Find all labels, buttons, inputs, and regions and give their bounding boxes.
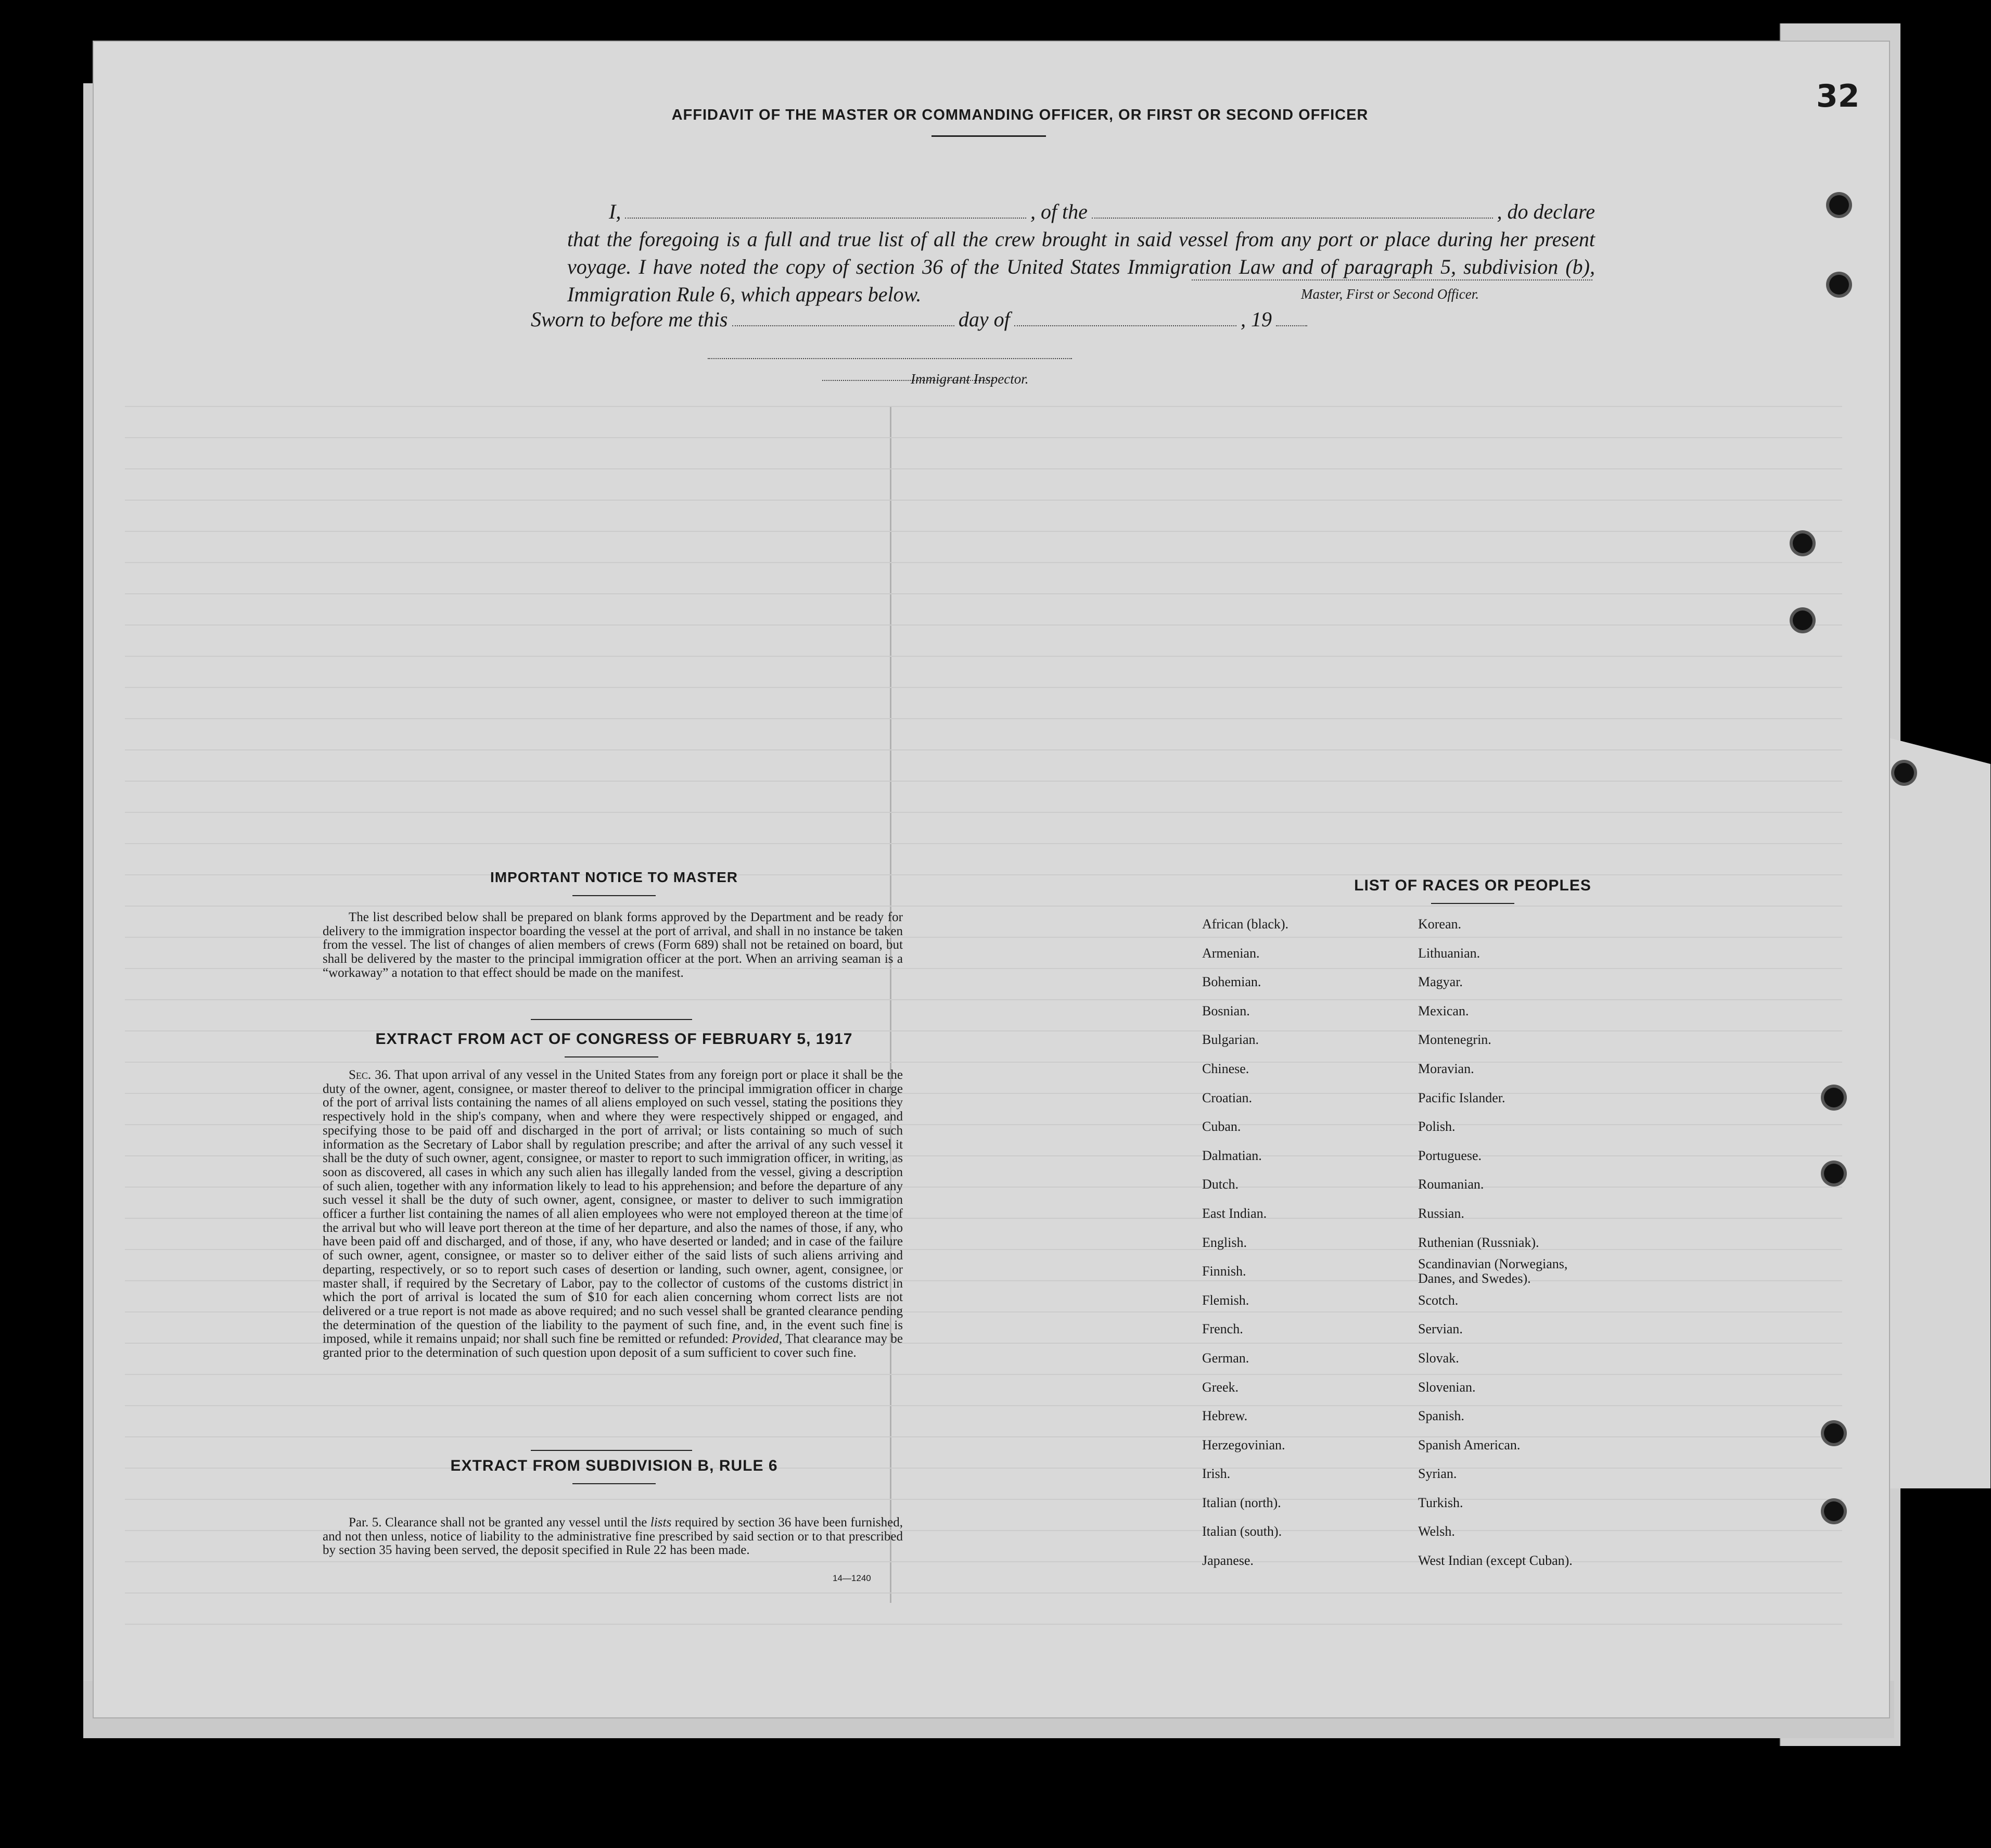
race-item: Japanese.: [1202, 1553, 1254, 1569]
bleed-through-stripe: [125, 1592, 1842, 1594]
punch-hole: [1894, 763, 1914, 783]
race-item: Magyar.: [1418, 974, 1463, 990]
race-item: German.: [1202, 1350, 1249, 1366]
punch-hole: [1829, 195, 1849, 215]
bleed-through-stripe: [125, 531, 1842, 532]
act-text-1: That upon arrival of any vessel in the United States from any foreign port or place it shall be the duty of the owner, agent, consignee, or master thereof to deliver to the principal immigration officer in charge of the port of arrival lists containing the names of all aliens employed on such vessel, stating the positions they respectively hold in the ship's company, when and where they were respectively shipped or engaged, and specifying those to be paid off and discharged in the port of arrival; or lists containing so much of such information as the Secretary of Labor shall by regulation prescribe; and after the arrival of any such vessel it shall be the duty of such owner, agent, consignee, or master to report to such immigration officer, in writing, as soon as discovered, all cases in which any such alien has illegally landed from the vessel, giving a description of such alien, together with any information likely to lead to his apprehension; and before the departure of any such vessel it shall be the duty of such owner, agent, consignee, or master to deliver to such immigration officer a further list containing the names of all alien employees who were not employed thereon at the time of the arrival but who will leave port thereon at the time of her departure, and also the names of those, if any, who have been paid off and discharged, and of those, if any, who have deserted or landed; and in case of the failure of such owner, agent, consignee, or master so to deliver either of the said lists of such aliens arriving and departing, respectively, or so to report such cases of desertion or landing, such owner, agent, consignee, or master shall, if required by the Secretary of Labor, pay to the collector of customs of the customs district in which the port of arrival is located the sum of $10 for each alien concerning whom correct lists are not delivered or a true report is not made as above required; and no such vessel shall be granted clearance pending the determination of the question of the liability to the payment of such fine, and, in the event such fine is imposed, while it remains unpaid; nor shall such fine be remitted or refunded:: [323, 1068, 903, 1346]
inspector-caption: Immigrant Inspector.: [911, 371, 1029, 387]
race-item: Bosnian.: [1202, 1003, 1250, 1018]
race-item: Syrian.: [1418, 1466, 1457, 1482]
notice-title: IMPORTANT NOTICE TO MASTER: [490, 869, 738, 885]
race-item: Lithuanian.: [1418, 945, 1481, 961]
punch-hole: [1793, 533, 1813, 553]
race-item: Herzegovinian.: [1202, 1437, 1285, 1452]
race-item: Spanish American.: [1418, 1437, 1521, 1452]
race-item: Scandinavian (Norwegians, Danes, and Swedes).: [1418, 1256, 1568, 1286]
race-item: African (black).: [1202, 916, 1289, 932]
act-body: [323, 1068, 903, 1360]
affidavit-title: AFFIDAVIT OF THE MASTER OR COMMANDING OFFICER, OR FIRST OR SECOND OFFICER: [671, 107, 1369, 123]
act-text-2: That clearance may be granted prior to the determination of such question upon deposit of a sum sufficient to cover such fine.: [323, 1332, 903, 1360]
race-item: Dalmatian.: [1202, 1148, 1262, 1163]
bleed-through-stripe: [125, 406, 1842, 407]
race-item: Montenegrin.: [1418, 1032, 1491, 1048]
rule-rule: [572, 1483, 656, 1484]
race-item: Spanish.: [1418, 1408, 1464, 1424]
sworn-line: [531, 307, 1311, 332]
notice-text: The list described below shall be prepared on blank forms approved by the Department and be ready for delivery to the immigration inspector boarding the vessel at the port of arrival, and shall in no instance be taken from the vessel. The list of changes of alien members of crews (Form 689) shall not be retained on board, but shall be delivered by the master to the principal immigration officer at the port. When an arriving seaman is a “workaway” a notation to that effect should be made on the manifest.: [323, 910, 903, 980]
rule-text-1: Par. 5. Clearance shall not be granted any vessel until the: [349, 1515, 647, 1530]
bleed-through-stripe: [125, 781, 1842, 782]
race-item: Bulgarian.: [1202, 1032, 1259, 1048]
affidavit-declaration-line: [567, 198, 1595, 225]
act-title: EXTRACT FROM ACT OF CONGRESS OF FEBRUARY 5, 1917: [375, 1030, 853, 1048]
race-item: Moravian.: [1418, 1061, 1474, 1076]
bleed-through-stripe: [125, 906, 1842, 907]
race-item: Chinese.: [1202, 1061, 1249, 1076]
act-divider: [531, 1450, 692, 1451]
sworn-label: Sworn to before me this: [531, 308, 728, 331]
bleed-through-stripe: [125, 500, 1842, 501]
race-item: Portuguese.: [1418, 1148, 1482, 1163]
punch-hole: [1793, 610, 1813, 630]
punch-hole: [1824, 1164, 1844, 1183]
of-the-label: , of the: [1030, 200, 1088, 223]
bleed-through-stripe: [125, 718, 1842, 719]
race-item: Russian.: [1418, 1205, 1464, 1221]
i-label: I,: [609, 200, 621, 223]
page-fold: [890, 406, 891, 1603]
race-item: Greek.: [1202, 1379, 1239, 1395]
race-item: Italian (north).: [1202, 1495, 1281, 1510]
punch-hole: [1829, 275, 1849, 295]
vessel-blank[interactable]: [1092, 202, 1493, 219]
punch-hole: [1824, 1501, 1844, 1521]
bleed-through-stripe: [125, 562, 1842, 563]
race-item: Mexican.: [1418, 1003, 1469, 1018]
race-item: English.: [1202, 1234, 1247, 1250]
punch-hole: [1824, 1423, 1844, 1443]
races-column-2: [1418, 910, 1689, 1575]
bleed-through-stripe: [125, 437, 1842, 438]
race-item: Slovenian.: [1418, 1379, 1476, 1395]
race-item: East Indian.: [1202, 1205, 1267, 1221]
race-item: Welsh.: [1418, 1524, 1455, 1539]
under-sheet-flap: [1873, 734, 1990, 1488]
act-rule: [565, 1056, 658, 1057]
bleed-through-stripe: [125, 687, 1842, 688]
race-item: West Indian (except Cuban).: [1418, 1553, 1573, 1569]
signature-line[interactable]: [1192, 279, 1592, 281]
rule-title: EXTRACT FROM SUBDIVISION B, RULE 6: [450, 1457, 778, 1474]
day-of-label: day of: [958, 308, 1010, 331]
name-blank[interactable]: [625, 202, 1026, 219]
affidavit-rule: [931, 135, 1046, 137]
race-item: Finnish.: [1202, 1264, 1246, 1279]
race-item: Cuban.: [1202, 1119, 1241, 1135]
race-item: Armenian.: [1202, 945, 1260, 961]
race-item: Ruthenian (Russniak).: [1418, 1234, 1539, 1250]
bleed-through-stripe: [125, 749, 1842, 750]
bleed-through-stripe: [125, 593, 1842, 594]
sworn-year-blank[interactable]: [1276, 310, 1307, 326]
declare-label: , do declare: [1497, 200, 1595, 223]
notice-rule: [572, 895, 656, 896]
bleed-through-stripe: [125, 625, 1842, 626]
race-item: Scotch.: [1418, 1292, 1459, 1308]
affidavit-text: that the foregoing is a full and true list of all the crew brought in said vessel from any port or place during her present voyage. I have noted the copy of section 36 of the United States Immigration Law and of paragraph 5, subdivision (b), Immigration Rule 6, which appears below.: [567, 227, 1595, 306]
bleed-through-stripe: [125, 1624, 1842, 1625]
race-item: Dutch.: [1202, 1177, 1239, 1192]
year-label: , 19: [1241, 308, 1272, 331]
rule-lists-word: lists: [650, 1515, 672, 1530]
race-item: Polish.: [1418, 1119, 1456, 1135]
rule-text-2: required by section 36 have been furnished, and not then unless, notice of liability to the administrative fine prescribed by said section or to that prescribed by section 35 having been served, the deposit specified in Rule 22 has been made.: [323, 1515, 903, 1558]
race-item: Irish.: [1202, 1466, 1231, 1482]
signature-caption: Master, First or Second Officer.: [1301, 286, 1479, 302]
bleed-through-stripe: [125, 656, 1842, 657]
race-item: Italian (south).: [1202, 1524, 1282, 1539]
race-item: Hebrew.: [1202, 1408, 1248, 1424]
races-rule: [1431, 903, 1514, 904]
punch-hole: [1824, 1088, 1844, 1107]
document-page: [94, 42, 1889, 1717]
race-item: Flemish.: [1202, 1292, 1249, 1308]
race-item: Bohemian.: [1202, 974, 1261, 990]
races-title: LIST OF RACES OR PEOPLES: [1354, 877, 1591, 894]
notice-body: [323, 911, 903, 980]
notice-divider: [531, 1019, 692, 1020]
race-item: Servian.: [1418, 1321, 1463, 1337]
race-item: Pacific Islander.: [1418, 1090, 1505, 1105]
sworn-month-blank[interactable]: [1014, 310, 1236, 326]
bleed-through-stripe: [125, 468, 1842, 469]
bleed-through-stripe: [125, 843, 1842, 844]
race-item: Croatian.: [1202, 1090, 1253, 1105]
race-item: Turkish.: [1418, 1495, 1463, 1510]
sworn-day-blank[interactable]: [732, 310, 954, 326]
act-section-label: Sec. 36.: [349, 1068, 391, 1082]
form-number: 14—1240: [833, 1573, 871, 1583]
inspector-line[interactable]: [708, 358, 1072, 359]
act-proviso-label: Provided,: [732, 1332, 783, 1346]
race-item: Slovak.: [1418, 1350, 1459, 1366]
rule-body: [323, 1516, 903, 1558]
race-item: Korean.: [1418, 916, 1462, 932]
races-column-1: [1202, 910, 1421, 1575]
race-item: French.: [1202, 1321, 1243, 1337]
race-item: Roumanian.: [1418, 1177, 1484, 1192]
corner-mark: 32: [1816, 78, 1860, 114]
bleed-through-stripe: [125, 812, 1842, 813]
